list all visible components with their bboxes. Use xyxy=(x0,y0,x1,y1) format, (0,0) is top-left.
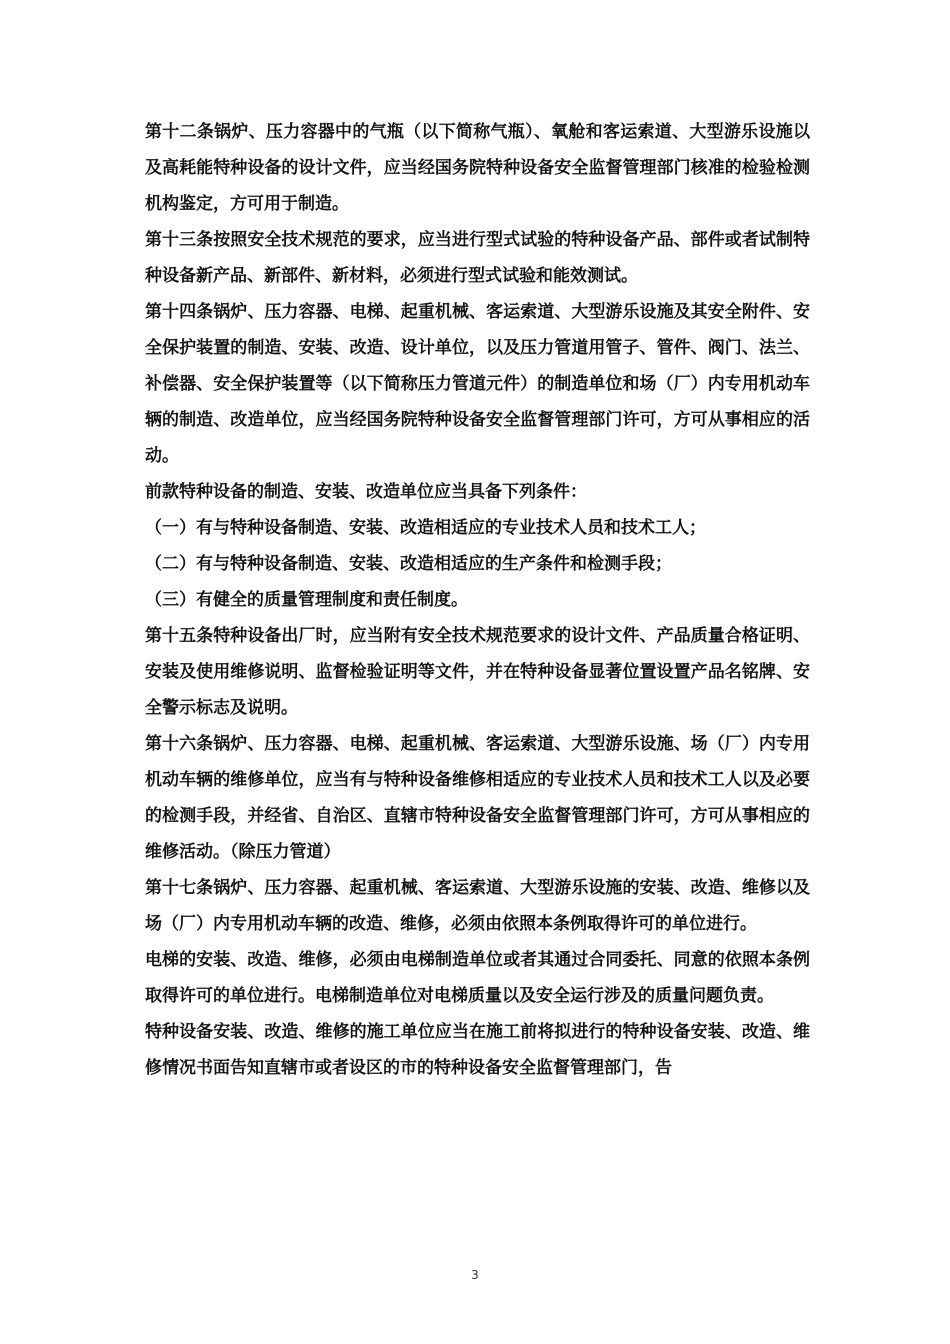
article-17-paragraph: 第十七条锅炉、压力容器、起重机械、客运索道、大型游乐设施的安装、改造、维修以及场（厂）内专用机动车辆的改造、维修，必须由依照本条例取得许可的单位进行。 xyxy=(145,878,810,934)
elevator-paragraph: 电梯的安装、改造、维修，必须由电梯制造单位或者其通过合同委托、同意的依照本条例取得许可的单位进行。电梯制造单位对电梯质量以及安全运行涉及的质量问题负责。 xyxy=(145,950,810,1006)
page-number: 3 xyxy=(471,1268,479,1282)
body-text xyxy=(145,114,810,1086)
article-12-paragraph: 第十二条锅炉、压力容器中的气瓶（以下简称气瓶）、氧舱和客运索道、大型游乐设施以及高耗能特种设备的设计文件，应当经国务院特种设备安全监督管理部门核准的检验检测机构鉴定，方可用于制造。 xyxy=(145,122,810,214)
article-14-paragraph: 第十四条锅炉、压力容器、电梯、起重机械、客运索道、大型游乐设施及其安全附件、安全保护装置的制造、安装、改造、设计单位，以及压力管道用管子、管件、阀门、法兰、补偿器、安全保护装置等（以下简称压力管道元件）的制造单位和场（厂）内专用机动车辆的制造、改造单位，应当经国务院特种设备安全监督管理部门许可，方可从事相应的活动。 xyxy=(145,302,810,466)
condition-2-paragraph: （二）有与特种设备制造、安装、改造相适应的生产条件和检测手段； xyxy=(145,554,672,574)
article-15-paragraph: 第十五条特种设备出厂时，应当附有安全技术规范要求的设计文件、产品质量合格证明、安装及使用维修说明、监督检验证明等文件，并在特种设备显著位置设置产品名铭牌、安全警示标志及说明。 xyxy=(145,626,810,718)
article-13-paragraph: 第十三条按照安全技术规范的要求，应当进行型式试验的特种设备产品、部件或者试制特种设备新产品、新部件、新材料，必须进行型式试验和能效测试。 xyxy=(145,230,810,286)
article-16-paragraph: 第十六条锅炉、压力容器、电梯、起重机械、客运索道、大型游乐设施、场（厂）内专用机动车辆的维修单位，应当有与特种设备维修相适应的专业技术人员和技术工人以及必要的检测手段，并经省、自治区、直辖市特种设备安全监督管理部门许可，方可从事相应的维修活动。（除压力管道） xyxy=(145,734,810,862)
notification-paragraph: 特种设备安装、改造、维修的施工单位应当在施工前将拟进行的特种设备安装、改造、维修情况书面告知直辖市或者设区的市的特种设备安全监督管理部门，告 xyxy=(145,1022,810,1078)
condition-3-paragraph: （三）有健全的质量管理制度和责任制度。 xyxy=(145,590,468,610)
condition-1-paragraph: （一）有与特种设备制造、安装、改造相适应的专业技术人员和技术工人； xyxy=(145,518,706,538)
conditions-intro-paragraph: 前款特种设备的制造、安装、改造单位应当具备下列条件： xyxy=(145,482,587,502)
